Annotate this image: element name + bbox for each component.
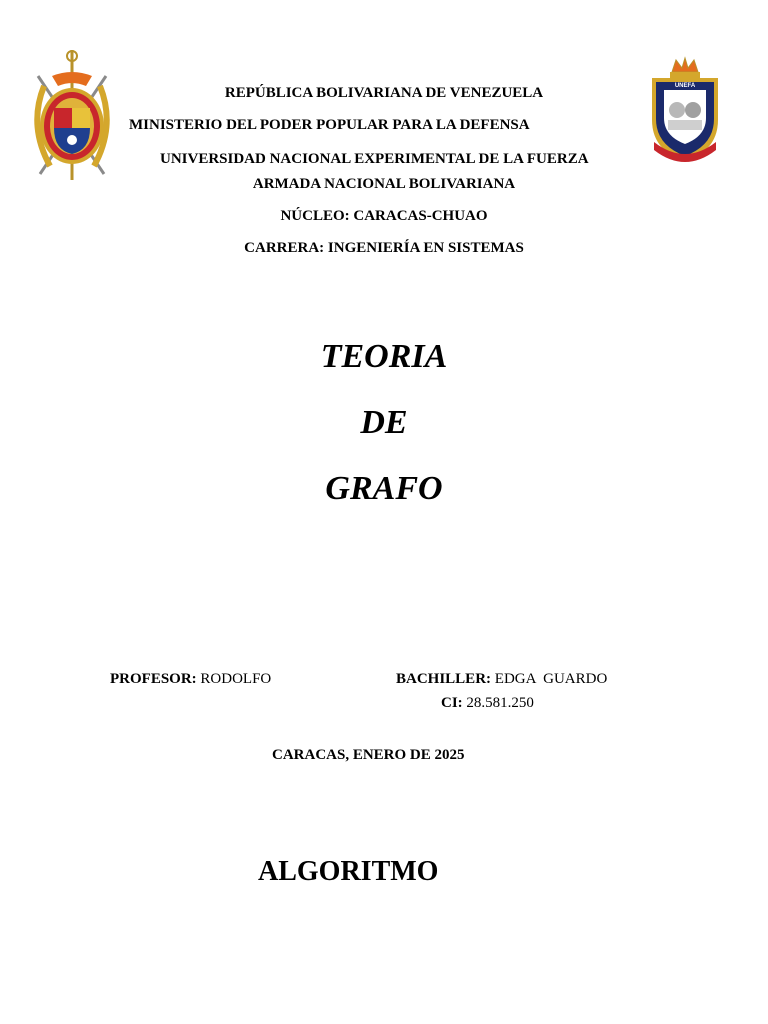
header-nucleo: NÚCLEO: CARACAS-CHUAO: [280, 208, 488, 224]
place-date: CARACAS, ENERO DE 2025: [272, 747, 465, 763]
section-heading: ALGORITMO: [258, 856, 439, 887]
profesor-block: [110, 671, 271, 688]
bachiller-name: EDGA GUARDO: [494, 671, 608, 687]
profesor-label: PROFESOR:: [110, 671, 197, 687]
bachiller-label: BACHILLER:: [396, 671, 492, 687]
venezuela-coat-of-arms-icon: [24, 46, 120, 182]
header-university: UNIVERSIDAD NACIONAL EXPERIMENTAL DE LA FUERZA: [160, 151, 589, 167]
unefa-shield-icon: [646, 56, 724, 168]
ci-value: 28.581.250: [466, 695, 534, 711]
ci-label: CI:: [441, 695, 463, 711]
header-ministry: MINISTERIO DEL PODER POPULAR PARA LA DEFENSA: [129, 117, 530, 133]
bachiller-block: [396, 671, 607, 688]
unefa-logo-text: UNEFA: [674, 83, 696, 89]
title-line-1: TEORIA: [320, 338, 448, 375]
header-republic: REPÚBLICA BOLIVARIANA DE VENEZUELA: [224, 85, 544, 101]
profesor-name: RODOLFO: [200, 671, 272, 687]
title-line-2: DE: [360, 404, 408, 441]
header-armada: ARMADA NACIONAL BOLIVARIANA: [252, 176, 516, 192]
title-line-3: GRAFO: [325, 470, 443, 507]
header-carrera: CARRERA: INGENIERÍA EN SISTEMAS: [244, 240, 524, 256]
ci-block: [441, 695, 534, 712]
